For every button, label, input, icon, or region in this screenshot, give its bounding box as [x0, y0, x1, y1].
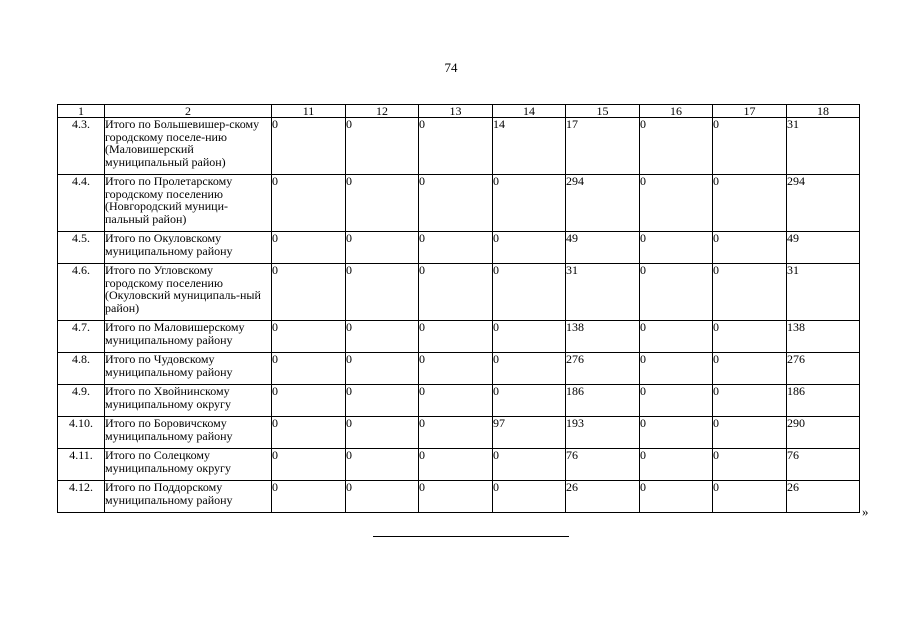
- column-header: 18: [787, 105, 860, 118]
- footer-rule: [373, 536, 569, 537]
- value-cell: 0: [713, 321, 787, 353]
- value-cell: 193: [566, 417, 640, 449]
- table-row: [58, 118, 860, 175]
- value-cell: 0: [713, 353, 787, 385]
- value-cell: 0: [272, 232, 346, 264]
- value-cell: 0: [640, 449, 713, 481]
- value-cell: 0: [713, 417, 787, 449]
- value-cell: 49: [566, 232, 640, 264]
- value-cell: 0: [346, 417, 419, 449]
- value-cell: 0: [713, 449, 787, 481]
- value-cell: 0: [346, 385, 419, 417]
- value-cell: 0: [493, 175, 566, 232]
- table-row: [58, 232, 860, 264]
- value-cell: 0: [493, 449, 566, 481]
- value-cell: 0: [419, 385, 493, 417]
- value-cell: 0: [419, 118, 493, 175]
- value-cell: 294: [787, 175, 860, 232]
- value-cell: 0: [713, 264, 787, 321]
- value-cell: 186: [566, 385, 640, 417]
- table-row: [58, 385, 860, 417]
- value-cell: 0: [493, 385, 566, 417]
- value-cell: 0: [272, 481, 346, 513]
- value-cell: 0: [419, 175, 493, 232]
- value-cell: 0: [640, 481, 713, 513]
- value-cell: 0: [640, 385, 713, 417]
- value-cell: 138: [566, 321, 640, 353]
- row-number-cell: 4.5.: [58, 232, 105, 264]
- row-name-cell: Итого по Большевишер-скому городскому поселе-нию (Маловишерский муниципальный район): [105, 118, 272, 175]
- value-cell: 0: [419, 232, 493, 264]
- value-cell: 14: [493, 118, 566, 175]
- value-cell: 97: [493, 417, 566, 449]
- value-cell: 0: [640, 353, 713, 385]
- value-cell: 0: [346, 118, 419, 175]
- column-header: 12: [346, 105, 419, 118]
- value-cell: 186: [787, 385, 860, 417]
- value-cell: 0: [419, 353, 493, 385]
- value-cell: 0: [640, 417, 713, 449]
- row-number-cell: 4.8.: [58, 353, 105, 385]
- value-cell: 0: [493, 321, 566, 353]
- value-cell: 0: [493, 264, 566, 321]
- value-cell: 290: [787, 417, 860, 449]
- row-name-cell: Итого по Хвойнинскому муниципальному округу: [105, 385, 272, 417]
- column-header: 1: [58, 105, 105, 118]
- value-cell: 0: [640, 175, 713, 232]
- column-header: 15: [566, 105, 640, 118]
- value-cell: 49: [787, 232, 860, 264]
- table-row: [58, 353, 860, 385]
- value-cell: 31: [566, 264, 640, 321]
- table-row: [58, 175, 860, 232]
- value-cell: 0: [272, 264, 346, 321]
- value-cell: 31: [787, 118, 860, 175]
- data-table: [57, 104, 860, 513]
- value-cell: 0: [346, 264, 419, 321]
- column-header: 13: [419, 105, 493, 118]
- value-cell: 26: [787, 481, 860, 513]
- value-cell: 0: [493, 481, 566, 513]
- value-cell: 0: [272, 417, 346, 449]
- page-number: 74: [444, 60, 458, 75]
- value-cell: 0: [346, 321, 419, 353]
- value-cell: 76: [787, 449, 860, 481]
- table-row: [58, 417, 860, 449]
- value-cell: 276: [566, 353, 640, 385]
- value-cell: 0: [272, 321, 346, 353]
- row-name-cell: Итого по Поддорскому муниципальному району: [105, 481, 272, 513]
- row-name-cell: Итого по Чудовскому муниципальному району: [105, 353, 272, 385]
- row-name-cell: Итого по Угловскому городскому поселению (Окуловский муниципаль-ный район): [105, 264, 272, 321]
- column-header: 17: [713, 105, 787, 118]
- value-cell: 17: [566, 118, 640, 175]
- row-name-cell: Итого по Боровичскому муниципальному району: [105, 417, 272, 449]
- value-cell: 0: [272, 175, 346, 232]
- value-cell: 76: [566, 449, 640, 481]
- value-cell: 31: [787, 264, 860, 321]
- column-header: 16: [640, 105, 713, 118]
- value-cell: 0: [346, 481, 419, 513]
- value-cell: 0: [640, 118, 713, 175]
- row-name-cell: Итого по Пролетарскому городскому поселению (Новгородский муници-пальный район): [105, 175, 272, 232]
- value-cell: 0: [419, 264, 493, 321]
- value-cell: 0: [346, 232, 419, 264]
- value-cell: 0: [419, 449, 493, 481]
- column-header: 14: [493, 105, 566, 118]
- value-cell: 0: [272, 353, 346, 385]
- value-cell: 0: [272, 385, 346, 417]
- row-number-cell: 4.4.: [58, 175, 105, 232]
- value-cell: 0: [346, 353, 419, 385]
- row-name-cell: Итого по Солецкому муниципальному округу: [105, 449, 272, 481]
- column-header: 2: [105, 105, 272, 118]
- value-cell: 0: [640, 232, 713, 264]
- value-cell: 0: [640, 264, 713, 321]
- value-cell: 0: [419, 321, 493, 353]
- value-cell: 0: [713, 385, 787, 417]
- row-name-cell: Итого по Окуловскому муниципальному району: [105, 232, 272, 264]
- table-row: [58, 481, 860, 513]
- value-cell: 0: [346, 175, 419, 232]
- value-cell: 0: [272, 449, 346, 481]
- table-row: [58, 449, 860, 481]
- value-cell: 0: [713, 175, 787, 232]
- value-cell: 0: [493, 353, 566, 385]
- row-number-cell: 4.11.: [58, 449, 105, 481]
- row-number-cell: 4.6.: [58, 264, 105, 321]
- value-cell: 0: [713, 481, 787, 513]
- value-cell: 276: [787, 353, 860, 385]
- table-row: [58, 264, 860, 321]
- value-cell: 0: [419, 417, 493, 449]
- value-cell: 0: [493, 232, 566, 264]
- value-cell: 0: [713, 232, 787, 264]
- closing-quote: »: [862, 504, 869, 519]
- column-header: 11: [272, 105, 346, 118]
- value-cell: 0: [713, 118, 787, 175]
- row-number-cell: 4.12.: [58, 481, 105, 513]
- value-cell: 138: [787, 321, 860, 353]
- row-number-cell: 4.7.: [58, 321, 105, 353]
- value-cell: 0: [272, 118, 346, 175]
- value-cell: 0: [640, 321, 713, 353]
- row-number-cell: 4.3.: [58, 118, 105, 175]
- table-row: [58, 321, 860, 353]
- row-name-cell: Итого по Маловишерскому муниципальному району: [105, 321, 272, 353]
- table-header-row: [58, 105, 860, 118]
- value-cell: 294: [566, 175, 640, 232]
- row-number-cell: 4.9.: [58, 385, 105, 417]
- value-cell: 26: [566, 481, 640, 513]
- value-cell: 0: [346, 449, 419, 481]
- value-cell: 0: [419, 481, 493, 513]
- row-number-cell: 4.10.: [58, 417, 105, 449]
